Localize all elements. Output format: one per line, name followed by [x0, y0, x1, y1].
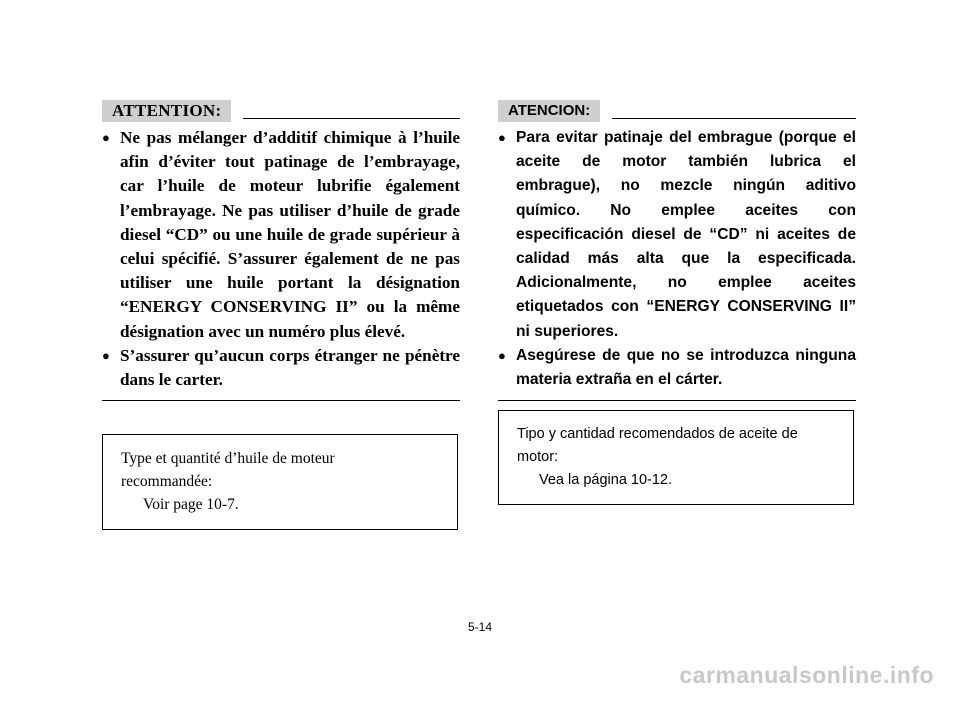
french-bullet-list: [102, 126, 460, 392]
spanish-attention-header: [498, 100, 856, 122]
french-note-line-2: recommandée:: [121, 473, 213, 490]
french-note-line-1: Type et quantité d’huile de moteur: [121, 450, 335, 467]
french-column: [102, 100, 460, 401]
french-end-rule: [102, 400, 460, 401]
spanish-header-rule: [612, 118, 856, 119]
spanish-note-page-ref: Vea la página 10-12.: [539, 472, 673, 488]
french-bullet-2: ● S’assurer qu’aucun corps étranger ne pénètre dans le carter.: [102, 344, 460, 392]
spanish-bullet-1: ● Para evitar patinaje del embrague (porque el aceite de motor también lubrica el embrague), no mezcle ningún aditivo químico. No emplee aceites con especificación diesel de “CD” ni aceites de calidad más alta que la especificada. Adicionalmente, no emplee aceites etiquetados con “ENERGY CONSERVING II” ni superiores.: [498, 126, 856, 344]
spanish-bullet-2: ● Asegúrese de que no se introduzca ninguna materia extraña en el cárter.: [498, 344, 856, 392]
spanish-bullet-list: [498, 126, 856, 392]
french-oil-note-box: [102, 434, 458, 530]
spanish-column: [498, 100, 856, 401]
french-note-page-ref: Voir page 10-7.: [143, 496, 239, 513]
spanish-oil-note-box: [498, 410, 854, 505]
spanish-attention-label: ATENCION:: [498, 100, 600, 122]
site-watermark: carmanualsonline.info: [679, 662, 934, 688]
french-bullet-1: ● Ne pas mélanger d’additif chimique à l’huile afin d’éviter tout patinage de l’embrayage, car l’huile de moteur lubrifie également l’embrayage. Ne pas utiliser d’huile de grade diesel “CD” ou une huile de grade supérieur à celui spécifié. S’assurer également de ne pas utiliser une huile portant la désignation “ENERGY CONSERVING II” ou la même désignation avec un numéro plus élevé.: [102, 126, 460, 344]
spanish-note-line-1: Tipo y cantidad recomendados de aceite de: [517, 426, 798, 442]
french-header-rule: [243, 118, 460, 119]
french-attention-label: ATTENTION:: [102, 100, 231, 122]
spanish-end-rule: [498, 400, 856, 401]
french-attention-header: [102, 100, 460, 122]
page-number: 5-14: [467, 620, 493, 634]
spanish-note-line-2: motor:: [517, 449, 559, 465]
